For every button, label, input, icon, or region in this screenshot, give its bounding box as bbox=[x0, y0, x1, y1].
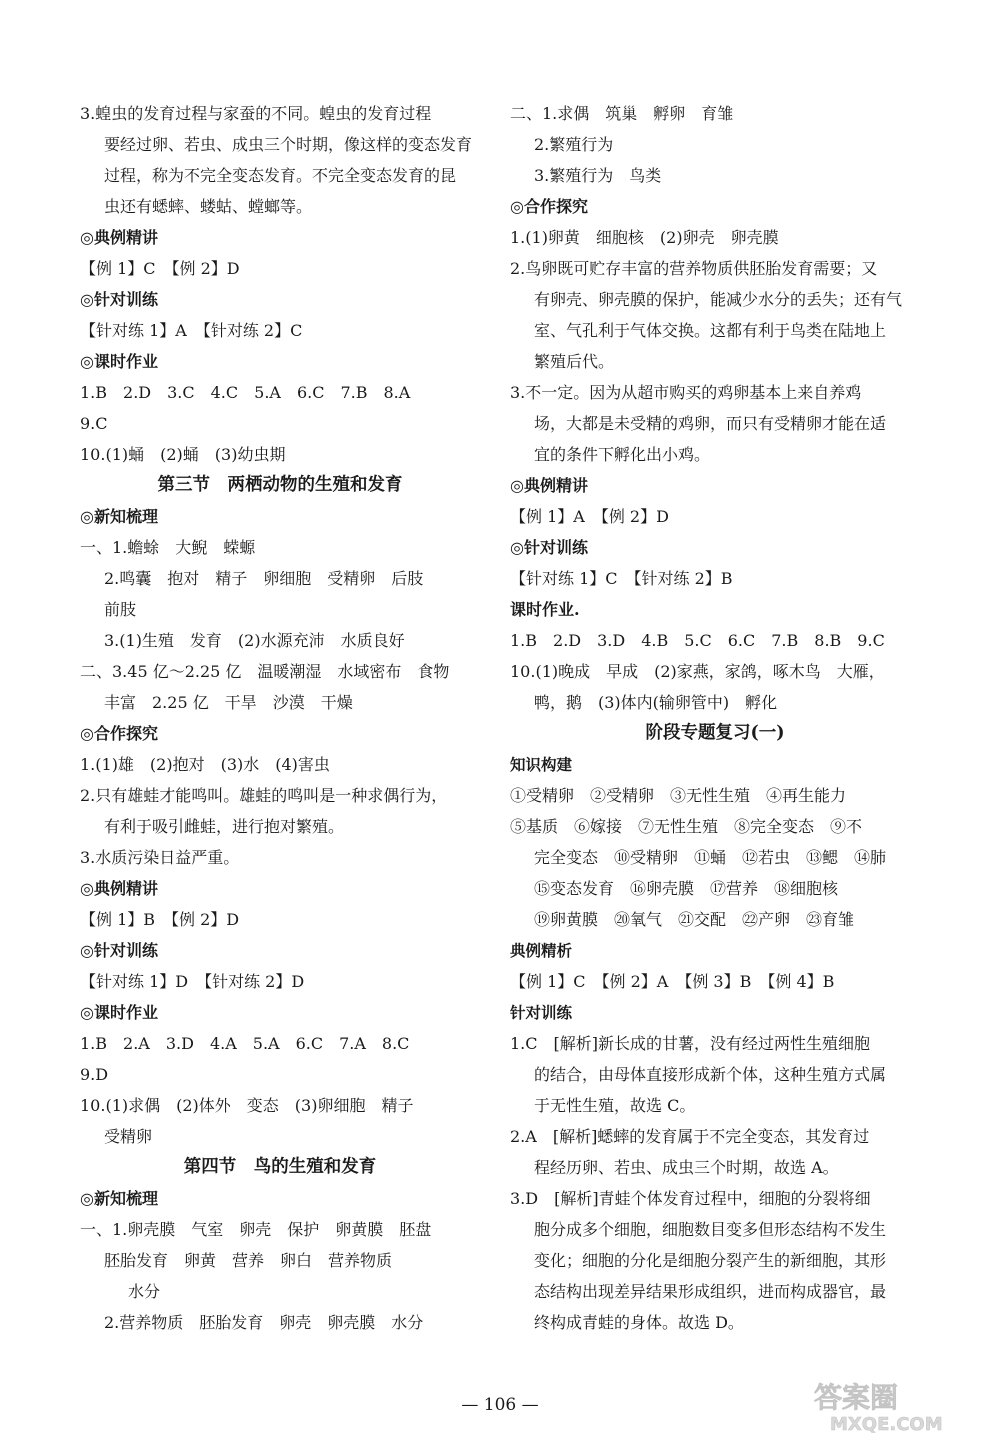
text-line: 二、1.求偶 筑巢 孵卵 育雏 bbox=[510, 104, 734, 123]
text-line: 【针对练 1】C 【针对练 2】B bbox=[510, 569, 733, 588]
text-line: 前肢 bbox=[104, 600, 137, 619]
text-line: 3.水质污染日益严重。 bbox=[80, 848, 240, 867]
text-line: 于无性生殖，故选 C。 bbox=[534, 1096, 696, 1115]
watermark-logo bbox=[808, 1375, 988, 1435]
text-line: 【针对练 1】A 【针对练 2】C bbox=[80, 321, 303, 340]
text-line: ⑤基质 ⑥嫁接 ⑦无性生殖 ⑧完全变态 ⑨不 bbox=[510, 817, 863, 836]
text-line: 2.鸟卵既可贮存丰富的营养物质供胚胎发育需要；又 bbox=[510, 259, 878, 278]
text-line: 【例 1】C 【例 2】A 【例 3】B 【例 4】B bbox=[510, 972, 835, 991]
sub-heading: 知识构建 bbox=[510, 755, 573, 774]
text-line: 有利于吸引雌蛙，进行抱对繁殖。 bbox=[104, 817, 345, 836]
text-line: 有卵壳、卵壳膜的保护，能减少水分的丢失；还有气 bbox=[534, 290, 903, 309]
watermark-icon bbox=[808, 1375, 988, 1435]
section-title: 第三节 两栖动物的生殖和发育 bbox=[157, 475, 403, 495]
svg-text:MXQE.COM: MXQE.COM bbox=[830, 1414, 943, 1435]
text-line: 3.不一定。因为从超市购买的鸡卵基本上来自养鸡 bbox=[510, 383, 862, 402]
text-line: 过程，称为不完全变态发育。不完全变态发育的昆 bbox=[104, 166, 457, 185]
text-line: ⑲卵黄膜 ⑳氧气 ㉑交配 ㉒产卵 ㉓育雏 bbox=[534, 910, 855, 929]
left-column bbox=[80, 98, 480, 1338]
text-line: 【例 1】A 【例 2】D bbox=[510, 507, 669, 526]
text-line: 3.蝗虫的发育过程与家蚕的不同。蝗虫的发育过程 bbox=[80, 104, 432, 123]
text-line: 1.B 2.D 3.D 4.B 5.C 6.C 7.B 8.B 9.C bbox=[510, 631, 885, 650]
text-line: 2.营养物质 胚胎发育 卵壳 卵壳膜 水分 bbox=[104, 1313, 424, 1332]
text-line: 鸭，鹅 (3)体内(输卵管中) 孵化 bbox=[534, 693, 778, 712]
text-line: 一、1.蟾蜍 大鲵 蝾螈 bbox=[80, 538, 256, 557]
section-heading: ◎典例精讲 bbox=[80, 879, 158, 898]
text-line: ①受精卵 ②受精卵 ③无性生殖 ④再生能力 bbox=[510, 786, 847, 805]
section-title: 阶段专题复习(一) bbox=[645, 723, 785, 743]
text-line: 胞分成多个细胞，细胞数目变多但形态结构不发生 bbox=[534, 1220, 887, 1239]
text-line: 9.C bbox=[80, 414, 108, 433]
text-line: 场，大都是未受精的鸡卵，而只有受精卵才能在适 bbox=[534, 414, 887, 433]
page-number: — 106 — bbox=[461, 1395, 539, 1415]
text-line: 变化；细胞的分化是细胞分裂产生的新细胞，其形 bbox=[534, 1251, 887, 1270]
text-line: 水分 bbox=[128, 1282, 161, 1301]
text-line: 丰富 2.25 亿 干旱 沙漠 干燥 bbox=[104, 693, 353, 712]
text-line: 10.(1)求偶 (2)体外 变态 (3)卵细胞 精子 bbox=[80, 1096, 414, 1115]
text-line: 受精卵 bbox=[104, 1127, 153, 1146]
section-heading: ◎针对训练 bbox=[80, 941, 158, 960]
text-line: 1.(1)卵黄 细胞核 (2)卵壳 卵壳膜 bbox=[510, 228, 779, 247]
text-line: 繁殖后代。 bbox=[534, 352, 615, 371]
section-title: 第四节 鸟的生殖和发育 bbox=[183, 1157, 377, 1177]
section-heading: ◎新知梳理 bbox=[80, 507, 158, 526]
right-column bbox=[510, 98, 920, 1338]
section-heading: ◎合作探究 bbox=[80, 724, 158, 743]
section-heading: ◎典例精讲 bbox=[510, 476, 588, 495]
section-heading: 课时作业. bbox=[510, 600, 580, 619]
text-line: 3.繁殖行为 鸟类 bbox=[534, 166, 662, 185]
text-line: 程经历卵、若虫、成虫三个时期，故选 A。 bbox=[534, 1158, 839, 1177]
text-line: 2.A [解析]蟋蟀的发育属于不完全变态，其发育过 bbox=[510, 1127, 870, 1146]
sub-heading: 针对训练 bbox=[510, 1003, 573, 1022]
text-line: 2.鸣囊 抱对 精子 卵细胞 受精卵 后肢 bbox=[104, 569, 424, 588]
text-line: 2.只有雄蛙才能鸣叫。雄蛙的鸣叫是一种求偶行为， bbox=[80, 786, 448, 805]
text-line: 终构成青蛙的身体。故选 D。 bbox=[534, 1313, 744, 1332]
text-line: ⑮变态发育 ⑯卵壳膜 ⑰营养 ⑱细胞核 bbox=[534, 879, 839, 898]
text-line: 2.繁殖行为 bbox=[534, 135, 614, 154]
section-heading: ◎课时作业 bbox=[80, 1003, 158, 1022]
text-line: 虫还有蟋蟀、蝼蛄、螳螂等。 bbox=[104, 197, 313, 216]
text-line: 10.(1)晚成 早成 (2)家燕，家鸽，啄木鸟 大雁， bbox=[510, 662, 885, 681]
section-heading: ◎合作探究 bbox=[510, 197, 588, 216]
text-line: 要经过卵、若虫、成虫三个时期，像这样的变态发育 bbox=[104, 135, 473, 154]
text-line: 二、3.45 亿～2.25 亿 温暖潮湿 水域密布 食物 bbox=[80, 662, 450, 681]
section-heading: ◎新知梳理 bbox=[80, 1189, 158, 1208]
text-line: 9.D bbox=[80, 1065, 109, 1084]
text-line: 【例 1】C 【例 2】D bbox=[80, 259, 240, 278]
section-heading: ◎课时作业 bbox=[80, 352, 158, 371]
text-line: 10.(1)蛹 (2)蛹 (3)幼虫期 bbox=[80, 445, 286, 464]
text-line: 1.(1)雄 (2)抱对 (3)水 (4)害虫 bbox=[80, 755, 330, 774]
section-heading: ◎针对训练 bbox=[80, 290, 158, 309]
text-line: 1.B 2.A 3.D 4.A 5.A 6.C 7.A 8.C bbox=[80, 1034, 410, 1053]
text-line: 的结合，由母体直接形成新个体，这种生殖方式属 bbox=[534, 1065, 887, 1084]
text-line: 胚胎发育 卵黄 营养 卵白 营养物质 bbox=[104, 1251, 393, 1270]
text-line: 态结构出现差异结果形成组织，进而构成器官，最 bbox=[534, 1282, 887, 1301]
text-line: 3.D [解析]青蛙个体发育过程中，细胞的分裂将细 bbox=[510, 1189, 871, 1208]
text-line: 【例 1】B 【例 2】D bbox=[80, 910, 240, 929]
sub-heading: 典例精析 bbox=[510, 941, 573, 960]
text-line: 宜的条件下孵化出小鸡。 bbox=[534, 445, 711, 464]
svg-text:答案圈: 答案圈 bbox=[814, 1381, 899, 1414]
text-line: 室、气孔利于气体交换。这都有利于鸟类在陆地上 bbox=[534, 321, 887, 340]
section-heading: ◎典例精讲 bbox=[80, 228, 158, 247]
text-line: 完全变态 ⑩受精卵 ⑪蛹 ⑫若虫 ⑬鳃 ⑭肺 bbox=[534, 848, 887, 867]
text-line: 1.B 2.D 3.C 4.C 5.A 6.C 7.B 8.A bbox=[80, 383, 411, 402]
text-line: 一、1.卵壳膜 气室 卵壳 保护 卵黄膜 胚盘 bbox=[80, 1220, 432, 1239]
text-line: 【针对练 1】D 【针对练 2】D bbox=[80, 972, 305, 991]
text-line: 1.C [解析]新长成的甘薯，没有经过两性生殖细胞 bbox=[510, 1034, 870, 1053]
section-heading: ◎针对训练 bbox=[510, 538, 588, 557]
text-line: 3.(1)生殖 发育 (2)水源充沛 水质良好 bbox=[104, 631, 405, 650]
